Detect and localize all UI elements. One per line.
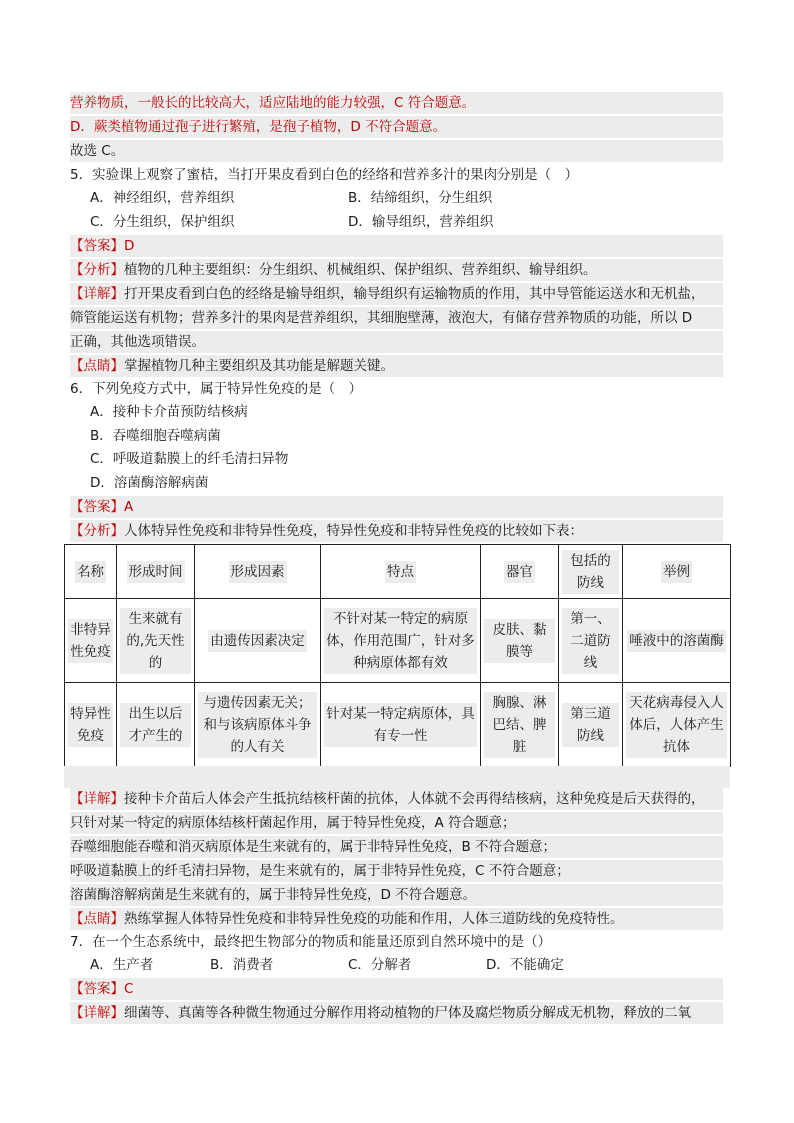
q6-option-c: C．呼吸道黏膜上的纤毛清扫异物 [90,451,289,467]
table-cell: 唾液中的溶菌酶 [623,599,731,683]
q7-option-b: B．消费者 [210,957,274,973]
table-cell: 针对某一特定病原体，具有专一性 [321,683,481,767]
table-cell: 天花病毒侵入人体后，人体产生抗体 [623,683,731,767]
table-row [65,683,731,767]
analysis-text: 人体特异性免疫和非特异性免疫，特异性免疫和非特异性免疫的比较如下表： [124,523,583,539]
detail-label: 【详解】 [70,286,124,302]
table-shade-strip [64,766,730,788]
table-header-row [65,545,731,599]
q7-option-c: C．分解者 [348,957,412,973]
answer-value: A [124,499,134,515]
table-cell: 非特异性免疫 [65,599,117,683]
detail-label: 【详解】 [70,1005,124,1021]
table-cell: 出生以后才产生的 [117,683,195,767]
tip-label: 【点睛】 [70,358,124,374]
q6-option-d: D．溶菌酶溶解病菌 [90,475,209,491]
q5-analysis-line [70,259,723,281]
q7-option-d: D．不能确定 [486,957,564,973]
table-header-cell: 形成因素 [195,545,321,599]
detail-text: 细菌等、真菌等各种微生物通过分解作用将动植物的尸体及腐烂物质分解成无机物，释放的二氧 [124,1005,691,1021]
tip-text: 熟练掌握人体特异性免疫和非特异性免疫的功能和作用，人体三道防线的免疫特性。 [124,911,624,927]
q6-detail-line [70,836,723,858]
table-cell: 第一、二道防线 [559,599,623,683]
table-header-cell: 形成时间 [117,545,195,599]
answer-value: D [124,238,135,254]
analysis-label: 【分析】 [70,523,124,539]
q5-detail-line [70,307,723,329]
question-7-stem: 7．在一个生态系统中，最终把生物部分的物质和能量还原到自然环境中的是（） [70,934,552,950]
table-cell: 特异性免疫 [65,683,117,767]
q6-option-b: B．吞噬细胞吞噬病菌 [90,428,221,444]
answer-label: 【答案】 [70,238,124,254]
q6-detail-line [70,884,723,906]
analysis-text: 植物的几种主要组织：分生组织、机械组织、保护组织、营养组织、输导组织。 [124,262,597,278]
analysis-label: 【分析】 [70,262,124,278]
q5-option-d: D．输导组织，营养组织 [348,214,494,230]
table-cell: 生来就有的,先天性的 [117,599,195,683]
q7-option-a: A．生产者 [90,957,154,973]
q6-analysis-line [70,520,723,542]
answer-label: 【答案】 [70,499,124,515]
q5-option-b: B．结缔组织，分生组织 [348,190,493,206]
table-row [65,599,731,683]
detail-text: 接种卡介苗后人体会产生抵抗结核杆菌的抗体，人体就不会再得结核病，这种免疫是后天获得的， [124,791,705,807]
q7-answer-line [70,978,723,1000]
q5-answer-line [70,235,723,257]
detail-text: 筛管能运送有机物；营养多汁的果肉是营养组织，其细胞壁薄，液泡大，有储存营养物质的功能，所以 D [70,310,693,326]
text-line [70,116,723,138]
table-cell: 与遗传因素无关；和与该病原体斗争的人有关 [195,683,321,767]
table-header-cell: 包括的防线 [559,545,623,599]
answer-value: C [124,981,134,997]
q6-detail-line [70,812,723,834]
q5-detail-line [70,283,723,305]
detail-text: 吞噬细胞能吞噬和消灭病原体是生来就有的，属于非特异性免疫，B 不符合题意； [70,839,557,855]
table-cell: 第三道防线 [559,683,623,767]
table-cell: 由遗传因素决定 [195,599,321,683]
q5-option-c: C．分生组织，保护组织 [90,214,235,230]
conclusion-text: 故选 C。 [70,143,125,159]
table-cell: 皮肤、黏膜等 [481,599,559,683]
text-line [70,92,723,114]
question-5-stem: 5．实验课上观察了蜜桔，当打开果皮看到白色的经络和营养多汁的果肉分别是（ ） [70,167,579,183]
immunity-comparison-table [64,544,731,767]
answer-label: 【答案】 [70,981,124,997]
tip-text: 掌握植物几种主要组织及其功能是解题关键。 [124,358,394,374]
q6-detail-line [70,860,723,882]
analysis-text: 营养物质，一般长的比较高大，适应陆地的能力较强，C 符合题意。 [70,95,476,111]
table-header-cell: 名称 [65,545,117,599]
table-header-cell: 举例 [623,545,731,599]
q6-tip-line [70,908,723,930]
detail-text: 溶菌酶溶解病菌是生来就有的，属于非特异性免疫，D 不符合题意。 [70,887,477,903]
detail-label: 【详解】 [70,791,124,807]
detail-text: 正确，其他选项错误。 [70,334,205,350]
q5-option-a: A．神经组织，营养组织 [90,190,235,206]
detail-text: 打开果皮看到白色的经络是输导组织，输导组织有运输物质的作用，其中导管能运送水和无机盐， [124,286,705,302]
table-header-cell: 特点 [321,545,481,599]
text-line [70,140,723,162]
table-cell: 不针对某一特定的病原体，作用范围广，针对多种病原体都有效 [321,599,481,683]
q7-detail-line [70,1002,723,1024]
detail-text: 呼吸道黏膜上的纤毛清扫异物，是生来就有的，属于非特异性免疫，C 不符合题意； [70,863,570,879]
q6-detail-line [70,788,723,810]
q5-detail-line [70,331,723,353]
table-cell: 胸腺、淋巴结、脾脏 [481,683,559,767]
detail-text: 只针对某一特定的病原体结核杆菌起作用，属于特异性免疫，A 符合题意； [70,815,516,831]
question-6-stem: 6．下列免疫方式中，属于特异性免疫的是（ ） [70,381,363,397]
analysis-text: D．蕨类植物通过孢子进行繁殖，是孢子植物，D 不符合题意。 [70,119,447,135]
q6-option-a: A．接种卡介苗预防结核病 [90,404,248,420]
q5-tip-line [70,355,723,377]
table-header-cell: 器官 [481,545,559,599]
q6-answer-line [70,496,723,518]
tip-label: 【点睛】 [70,911,124,927]
